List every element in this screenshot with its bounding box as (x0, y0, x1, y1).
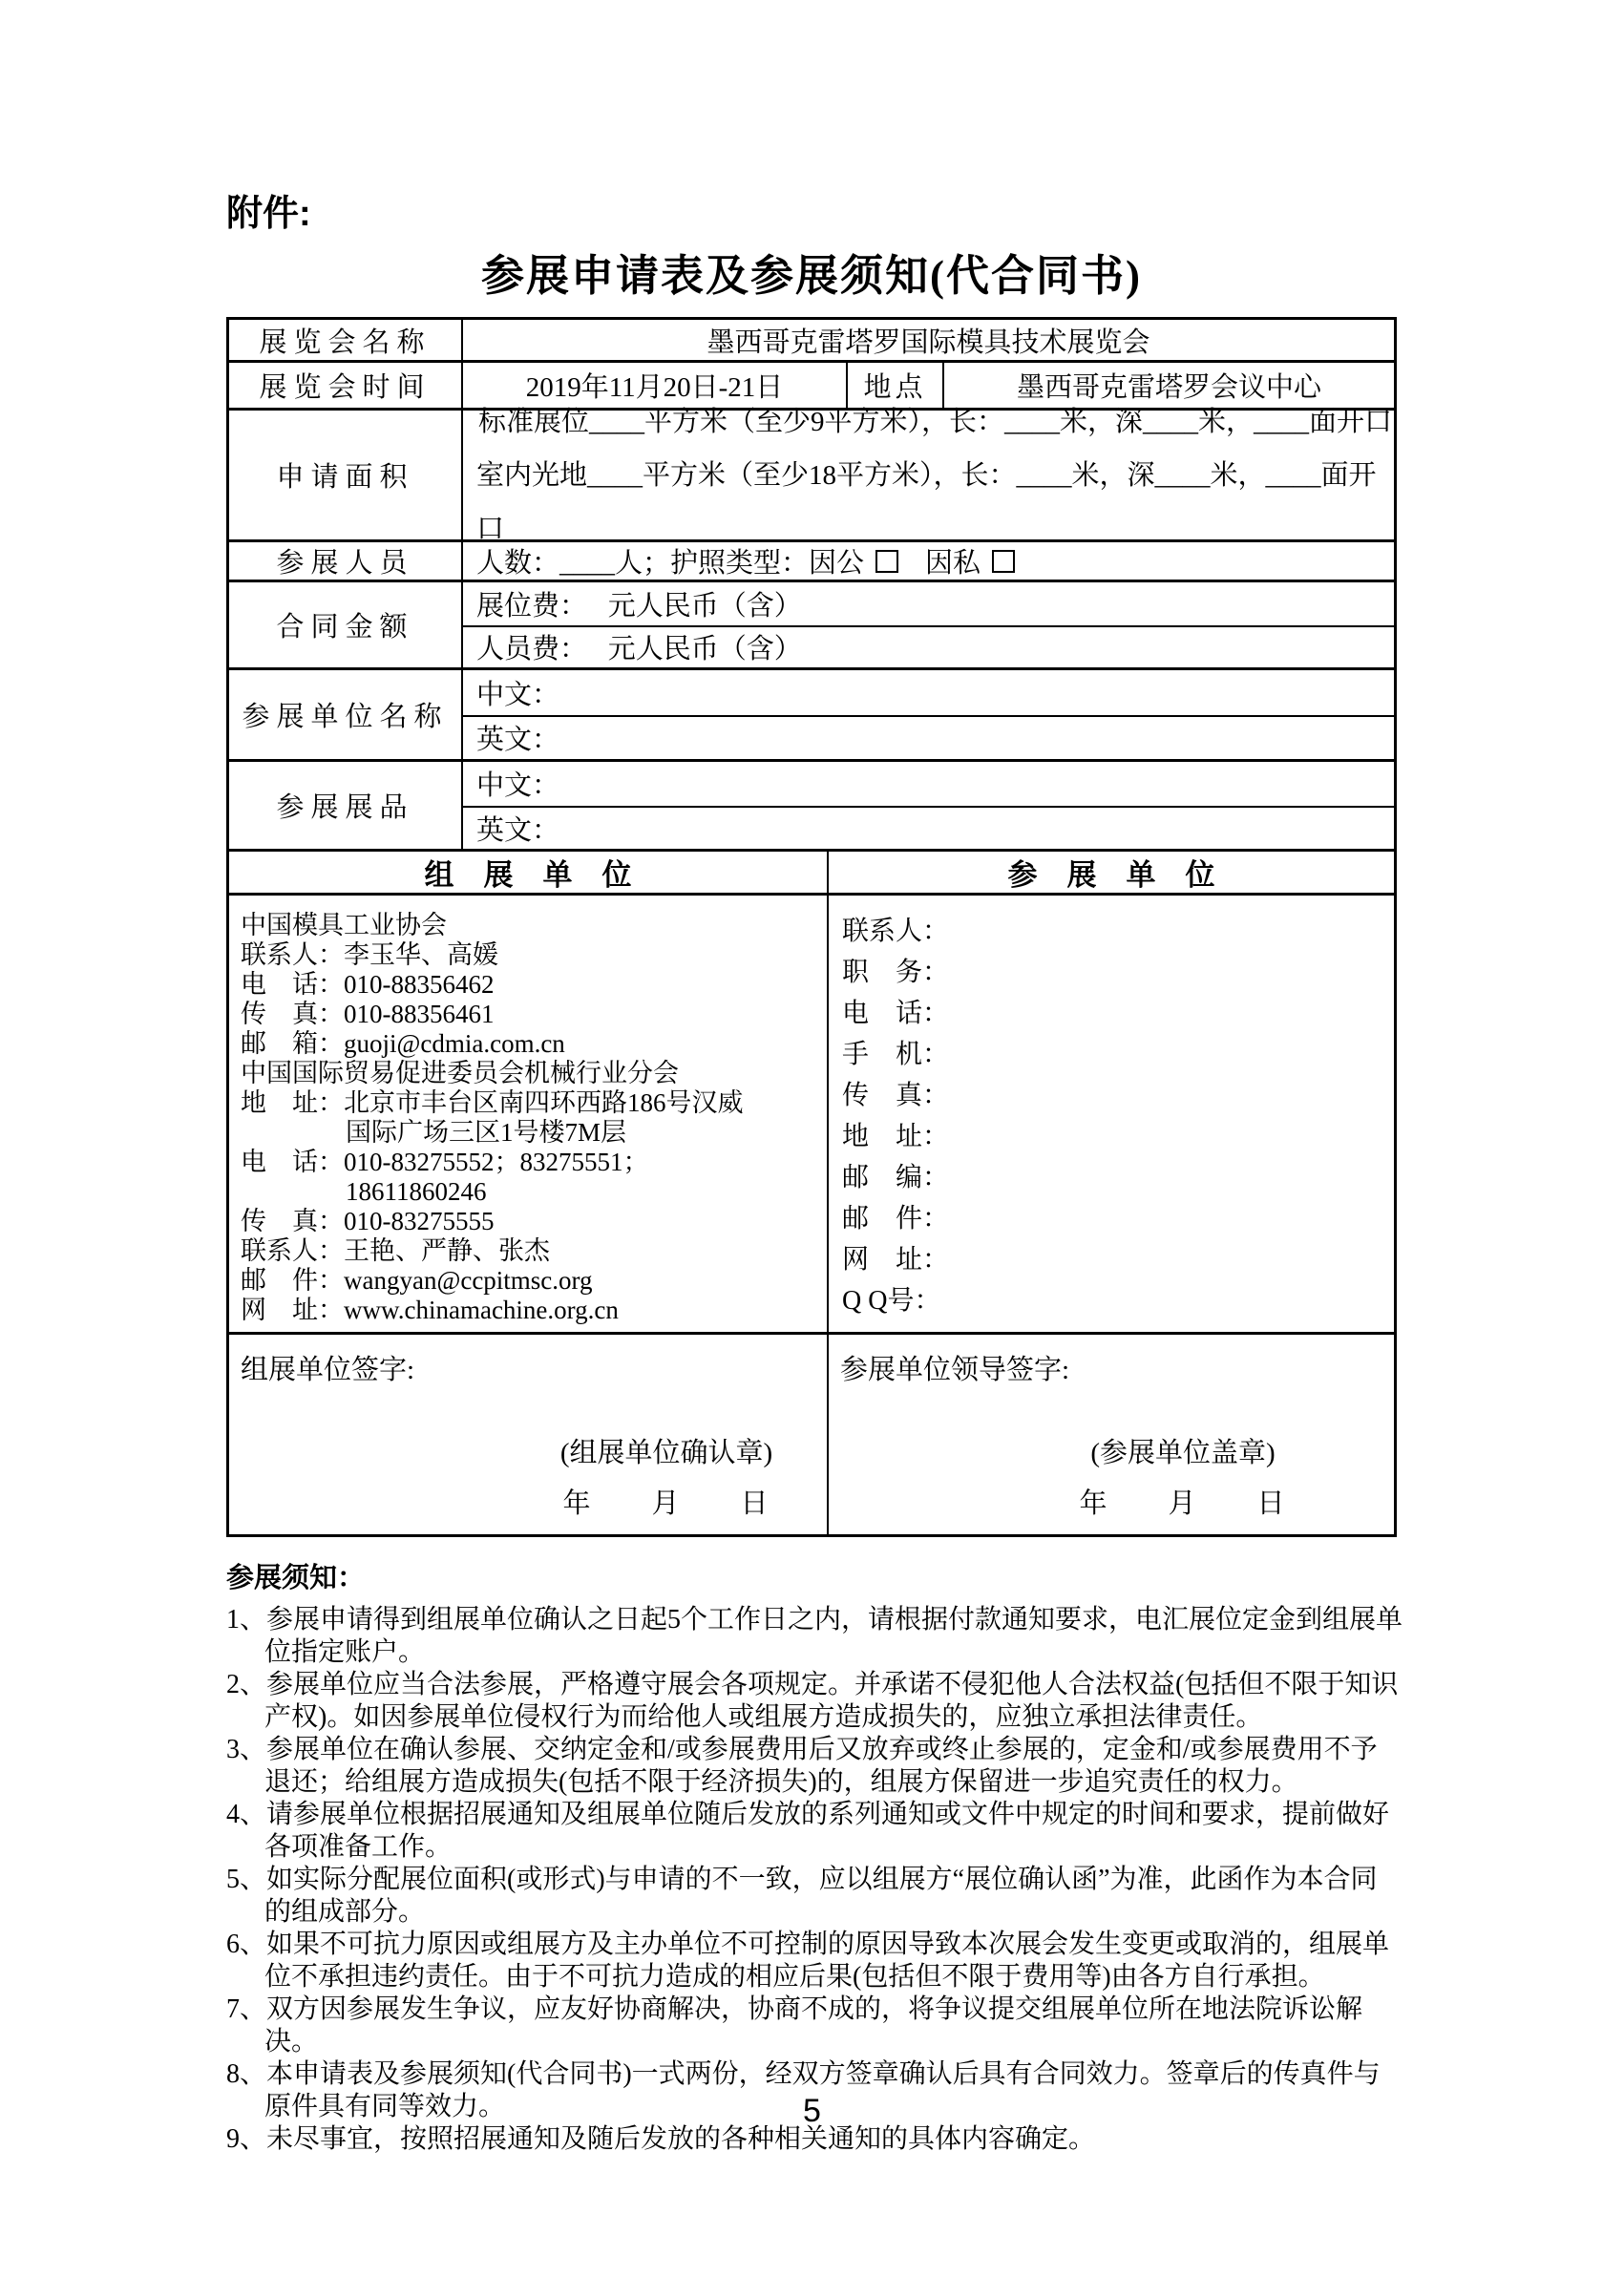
company-name-english-line: 英文： (463, 715, 1394, 760)
contract-amount-content (463, 582, 1394, 667)
organizer-seal-note: (组展单位确认章) (559, 1438, 773, 1468)
exhibitor-signature-label: 参展单位领导签字: (840, 1355, 1070, 1385)
participants-text: 人数：____人；护照类型：因公 (476, 548, 865, 579)
organizer-info-line: 邮 箱：guoji@cdmia.com.cn (241, 1029, 565, 1058)
organizer-info-line: 传 真：010-88356461 (241, 1000, 495, 1028)
organizer-section-header: 组 展 单 位 (229, 852, 829, 893)
exhibitor-date-line: 年 月 日 (1079, 1488, 1287, 1519)
organizer-signature-cell (229, 1335, 829, 1534)
requested-area-row (229, 406, 1394, 544)
contact-details-row (229, 893, 1394, 1332)
organizer-info-line: 电 话：010-88356462 (241, 970, 495, 999)
application-form-table (226, 317, 1397, 1537)
exhibits-content (463, 762, 1394, 849)
requested-area-content (463, 406, 1394, 544)
company-name-chinese-line: 中文： (476, 679, 560, 710)
organizer-info-line: 地 址：北京市丰台区南四环西路186号汉威国际广场三区1号楼7M层 (241, 1088, 744, 1147)
private-passport-label: 因私 (925, 548, 981, 579)
exhibitor-field-label: 电 话： (842, 999, 950, 1028)
exhibitor-field-label: 邮 编： (842, 1163, 950, 1192)
exhibitor-field-label: 邮 件： (842, 1204, 950, 1234)
exhibition-name-label: 展览会名称 (229, 320, 463, 360)
notice-item: 6、如果不可抗力原因或组展方及主办单位不可控制的原因导致本次展会发生变更或取消的，组展单位不承担违约责任。由于不可抗力造成的相应后果(包括但不限于费用等)由各方自行承担。 (226, 1930, 1390, 1992)
notice-item: 3、参展单位在确认参展、交纳定金和/或参展费用后又放弃或终止参展的，定金和/或参展费用不予退还；给组展方造成损失(包括不限于经济损失)的，组展方保留进一步追究责任的权力。 (226, 1735, 1378, 1797)
page-title: 参展申请表及参展须知(代合同书) (481, 252, 1142, 300)
organizer-signature-label: 组展单位签字: (241, 1355, 415, 1385)
exhibitor-seal-block (829, 1431, 1394, 1521)
exhibitor-field-label: 传 真： (842, 1081, 950, 1110)
exhibitor-field-label: 联系人： (842, 917, 950, 946)
location-label: 地点 (848, 363, 944, 408)
organizer-info-line: 邮 件：wangyan@ccpitmsc.org (241, 1266, 593, 1295)
participants-label: 参展人员 (229, 542, 463, 580)
exhibition-name-row (229, 320, 1394, 360)
exhibitor-field-label: 手 机： (842, 1040, 950, 1069)
exhibits-row (229, 759, 1394, 849)
attachment-label: 附件: (226, 194, 311, 234)
exhibitor-signature-cell (829, 1335, 1394, 1534)
official-passport-checkbox[interactable] (875, 550, 898, 573)
notice-item: 4、请参展单位根据招展通知及组展单位随后发放的系列通知或文件中规定的时间和要求，提前做好各项准备工作。 (226, 1800, 1390, 1862)
exhibitor-field-label: Q Q号： (842, 1286, 941, 1316)
company-name-row (229, 667, 1394, 759)
booth-fee-line: 展位费： 元人民币（含） (476, 590, 802, 622)
participants-content (463, 542, 1394, 580)
organizer-info-line: 中国模具工业协会 (241, 911, 447, 939)
organizer-seal-block (229, 1431, 827, 1521)
company-name-content (463, 670, 1394, 759)
organizer-info-line: 联系人：王艳、严静、张杰 (241, 1236, 550, 1265)
exhibitor-field-label: 地 址： (842, 1122, 950, 1151)
signature-row (229, 1332, 1394, 1534)
organizer-info-line: 联系人：李玉华、高媛 (241, 940, 498, 969)
exhibits-label: 参展展品 (229, 762, 463, 849)
exhibition-time-label: 展览会时间 (229, 363, 463, 408)
organizer-info-line: 网 址：www.chinamachine.org.cn (241, 1296, 619, 1324)
exhibitor-field-label: 职 务： (842, 958, 950, 987)
exhibits-english-line: 英文： (463, 806, 1394, 850)
organizer-info-line: 电 话：010-83275552；83275551；18611860246 (241, 1148, 649, 1206)
page-number: 5 (803, 2093, 821, 2129)
notice-heading: 参展须知： (226, 1563, 366, 1593)
participants-row (229, 539, 1394, 580)
organizer-info-line: 传 真：010-83275555 (241, 1207, 495, 1235)
exhibitor-section-header: 参 展 单 位 (1007, 858, 1215, 892)
exhibition-notice-section (226, 1562, 1403, 2156)
notice-item: 2、参展单位应当合法参展，严格遵守展会各项规定。并承诺不侵犯他人合法权益(包括但不限于知识产权)。如因参展单位侵权行为而给他人或组展方造成损失的，应独立承担法律责任。 (226, 1670, 1399, 1732)
notice-item: 5、如实际分配展位面积(或形式)与申请的不一致，应以组展方“展位确认函”为准，此函作为本合同的组成部分。 (226, 1865, 1378, 1927)
organizer-info-line: 中国国际贸易促进委员会机械行业分会 (241, 1059, 679, 1087)
exhibition-time-value: 2019年11月20日-21日 (463, 363, 848, 408)
exhibitor-info-cell (829, 896, 1394, 1332)
organizer-info-cell (229, 896, 829, 1332)
notice-item: 8、本申请表及参展须知(代合同书)一式两份，经双方签章确认后具有合同效力。签章后的传真件与原件具有同等效力。 (226, 2059, 1381, 2121)
notice-item: 7、双方因参展发生争议，应友好协商解决，协商不成的，将争议提交组展单位所在地法院诉讼解决。 (226, 1994, 1363, 2057)
section-header-row (229, 849, 1394, 893)
standard-booth-line: 标准展位____平方米（至少9平方米），长：____米，深____米，____面开口 (477, 406, 1392, 437)
notice-item: 1、参展申请得到组展单位确认之日起5个工作日之内，请根据付款通知要求，电汇展位定金到组展单位指定账户。 (226, 1605, 1403, 1667)
raw-space-line: 室内光地____平方米（至少18平方米），长：____米，深____米，____面开口 (476, 459, 1377, 544)
private-passport-checkbox[interactable] (992, 550, 1015, 573)
exhibitor-field-label: 网 址： (842, 1245, 950, 1275)
contract-amount-label: 合同金额 (229, 582, 463, 667)
exhibition-name-value: 墨西哥克雷塔罗国际模具技术展览会 (707, 327, 1150, 358)
organizer-date-line: 年 月 日 (562, 1488, 770, 1519)
location-value: 墨西哥克雷塔罗会议中心 (1016, 372, 1321, 403)
exhibits-chinese-line: 中文： (476, 770, 560, 802)
exhibitor-seal-note: (参展单位盖章) (1090, 1438, 1276, 1468)
contract-amount-row (229, 580, 1394, 667)
personnel-fee-line: 人员费： 元人民币（含） (463, 625, 1394, 668)
company-name-label: 参展单位名称 (229, 670, 463, 759)
notice-item: 9、未尽事宜，按照招展通知及随后发放的各种相关通知的具体内容确定。 (226, 2124, 1096, 2154)
requested-area-label: 申请面积 (229, 411, 463, 539)
